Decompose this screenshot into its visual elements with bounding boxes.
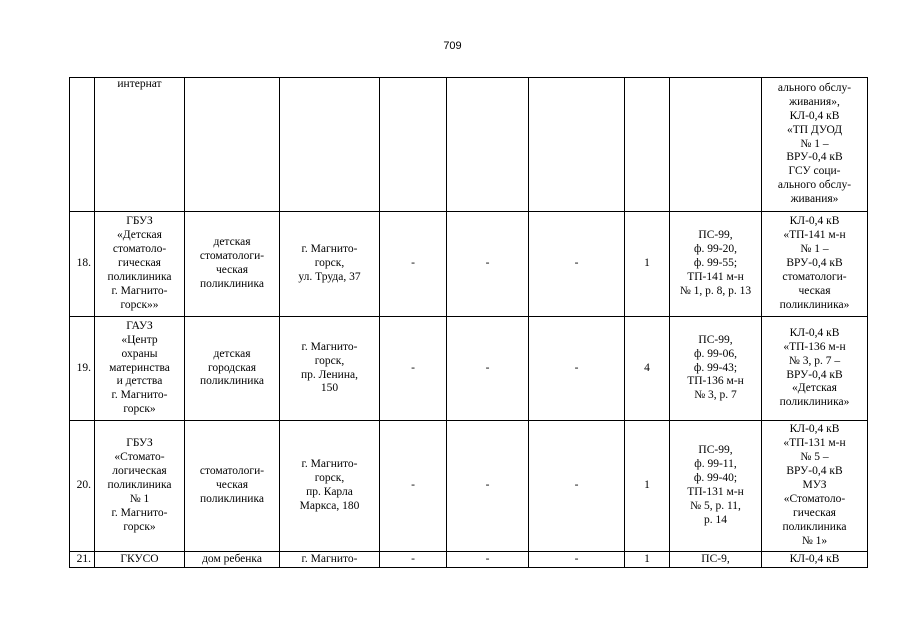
row-number: 20.	[70, 421, 95, 552]
cell-line: КЛ-0,4 кВ	[789, 215, 840, 228]
facility-cell	[185, 552, 280, 568]
cell-line: дом ребенка	[202, 552, 262, 565]
cell-line: № 1	[129, 492, 150, 505]
cell-line: «Детская	[792, 382, 837, 395]
cell-line: материнства	[109, 361, 170, 374]
facility-cell	[185, 317, 280, 421]
power-line-cell	[762, 317, 868, 421]
address-cell	[280, 212, 380, 317]
row-number: 19.	[70, 317, 95, 421]
substation-cell	[670, 212, 762, 317]
cell-line: КЛ-0,4 кВ	[789, 109, 840, 122]
table-row	[70, 552, 868, 568]
facility-cell	[185, 78, 280, 212]
cell-line: ального обслу-	[777, 179, 852, 192]
cell-line: стоматоло-	[112, 243, 167, 256]
table-row	[70, 212, 868, 317]
table-row	[70, 317, 868, 421]
cell-line: «Стоматоло-	[783, 492, 846, 505]
cell-line: поликлиника	[107, 479, 172, 492]
power-line-cell	[762, 421, 868, 552]
cell-line: ческая	[215, 264, 249, 276]
cell-line: горск,	[314, 354, 345, 367]
cell-line: ф. 99-43;	[693, 361, 738, 374]
cell-line: ТП-141 м-н	[687, 270, 744, 283]
address-cell	[280, 317, 380, 421]
column-7-cell: -	[529, 552, 625, 568]
cell-line: «Стомато-	[114, 451, 165, 464]
cell-line: городская	[207, 361, 257, 374]
cell-line: № 1 –	[800, 243, 829, 256]
table-row	[70, 78, 868, 212]
cell-line: поликлиника	[200, 375, 264, 388]
column-6-cell: -	[447, 552, 529, 568]
organization-cell	[95, 317, 185, 421]
cell-line: ВРУ-0,4 кВ	[786, 368, 843, 381]
cell-line: № 1 –	[800, 137, 829, 150]
cell-line: ГКУСО	[120, 552, 159, 565]
cell-line: ф. 99-06,	[694, 347, 737, 360]
organization-cell	[95, 78, 185, 212]
cell-line: пр. Ленина,	[301, 368, 358, 381]
cell-line: № 3, р. 7 –	[788, 354, 841, 367]
table-row	[70, 421, 868, 552]
cell-line: МУЗ	[802, 479, 827, 492]
column-5-cell: -	[380, 421, 447, 552]
column-6-cell: -	[447, 317, 529, 421]
cell-line: № 3, р. 7	[694, 389, 737, 402]
cell-line: ПС-99,	[698, 444, 733, 457]
cell-line: поликлиника	[107, 270, 172, 283]
cell-line: ТП-136 м-н	[687, 375, 744, 388]
column-8-cell	[625, 78, 670, 212]
column-7-cell	[529, 78, 625, 212]
cell-line: № 5 –	[800, 451, 829, 464]
cell-line: охраны	[121, 347, 158, 360]
organization-cell	[95, 552, 185, 568]
cell-line: горск,	[314, 257, 345, 270]
column-5-cell: -	[380, 552, 447, 568]
cell-line: стоматологи-	[199, 465, 265, 478]
cell-line: ального обслу-	[777, 81, 852, 94]
cell-line: ПС-9,	[701, 552, 730, 565]
cell-line: ческая	[798, 284, 831, 297]
cell-line: ГБУЗ	[126, 437, 153, 450]
cell-line: «Детская	[117, 229, 162, 242]
cell-line: «ТП-136 м-н	[783, 340, 846, 353]
cell-line: поликлиника»	[779, 396, 850, 409]
address-cell	[280, 552, 380, 568]
cell-line: 150	[320, 382, 339, 395]
cell-line: поликлиника	[782, 520, 847, 533]
column-6-cell	[447, 78, 529, 212]
cell-line: ческая	[215, 479, 249, 492]
cell-line: ВРУ-0,4 кВ	[786, 465, 843, 478]
cell-line: живания»,	[789, 95, 840, 108]
row-number	[70, 78, 95, 212]
cell-line: г. Магнито-	[301, 340, 358, 353]
cell-line: гическая	[793, 506, 836, 519]
cell-line: ф. 99-40;	[693, 472, 738, 485]
cell-line: г. Магнито-	[301, 458, 358, 471]
cell-line: поликлиника	[200, 277, 264, 290]
cell-line: детская	[213, 347, 251, 360]
column-5-cell: -	[380, 212, 447, 317]
power-line-cell	[762, 212, 868, 317]
cell-line: ф. 99-20,	[694, 243, 737, 256]
cell-line: Маркса, 180	[299, 499, 360, 512]
cell-line: КЛ-0,4 кВ	[789, 552, 840, 565]
cell-line: КЛ-0,4 кВ	[789, 423, 840, 436]
cell-line: стоматологи-	[199, 250, 265, 263]
organization-cell	[95, 212, 185, 317]
cell-line: г. Магнито-	[301, 243, 358, 256]
cell-line: № 5, р. 11,	[690, 499, 741, 512]
column-8-cell: 1	[625, 421, 670, 552]
cell-line: ул. Труда, 37	[298, 270, 361, 283]
cell-line: ГБУЗ	[126, 215, 153, 228]
facility-cell	[185, 421, 280, 552]
power-line-cell	[762, 78, 868, 212]
column-5-cell: -	[380, 317, 447, 421]
cell-line: ГАУЗ	[126, 319, 153, 332]
cell-line: ф. 99-11,	[694, 458, 737, 471]
facility-cell	[185, 212, 280, 317]
cell-line: горск»»	[120, 298, 159, 311]
cell-line: «ТП-131 м-н	[783, 437, 846, 450]
cell-line: г. Магнито-	[111, 284, 168, 297]
cell-line: детская	[213, 236, 251, 249]
column-8-cell: 1	[625, 552, 670, 568]
power-line-cell	[762, 552, 868, 568]
cell-line: «ТП ДУОД	[786, 123, 843, 136]
cell-line: ПС-99,	[698, 333, 733, 346]
address-cell	[280, 78, 380, 212]
cell-line: г. Магнито-	[111, 506, 168, 519]
cell-line: горск,	[314, 472, 345, 485]
cell-line: ВРУ-0,4 кВ	[786, 257, 843, 270]
cell-line: поликлиника»	[779, 298, 850, 311]
cell-line: интернат	[117, 78, 162, 90]
substation-cell	[670, 552, 762, 568]
substation-cell	[670, 421, 762, 552]
column-7-cell: -	[529, 421, 625, 552]
cell-line: ф. 99-55;	[693, 257, 738, 270]
cell-line: пр. Карла	[306, 486, 353, 498]
row-number: 18.	[70, 212, 95, 317]
cell-line: ГСУ соци-	[788, 165, 841, 178]
cell-line: логическая	[112, 465, 167, 478]
address-cell	[280, 421, 380, 552]
cell-line: № 1, р. 8, р. 13	[679, 284, 752, 297]
facilities-table	[69, 77, 868, 568]
cell-line: КЛ-0,4 кВ	[789, 326, 840, 339]
column-5-cell	[380, 78, 447, 212]
cell-line: горск»	[123, 520, 156, 533]
row-number: 21.	[70, 552, 95, 568]
substation-cell	[670, 317, 762, 421]
cell-line: поликлиника	[200, 492, 264, 505]
column-7-cell: -	[529, 212, 625, 317]
organization-cell	[95, 421, 185, 552]
cell-line: г. Магнито-	[301, 552, 358, 565]
column-6-cell: -	[447, 421, 529, 552]
cell-line: живания»	[790, 193, 839, 206]
cell-line: г. Магнито-	[111, 389, 168, 402]
cell-line: № 1»	[801, 534, 828, 547]
cell-line: ТП-131 м-н	[687, 486, 744, 498]
cell-line: «ТП-141 м-н	[783, 229, 846, 242]
column-8-cell: 4	[625, 317, 670, 421]
cell-line: «Центр	[121, 333, 158, 346]
cell-line: гическая	[118, 257, 161, 270]
cell-line: горск»	[123, 403, 156, 416]
cell-line: и детства	[116, 375, 163, 388]
column-6-cell: -	[447, 212, 529, 317]
cell-line: ВРУ-0,4 кВ	[786, 151, 843, 164]
cell-line: р. 14	[704, 513, 727, 526]
cell-line: стоматологи-	[782, 270, 847, 283]
cell-line: ПС-99,	[698, 229, 733, 242]
page-number: 709	[443, 40, 462, 52]
column-8-cell: 1	[625, 212, 670, 317]
substation-cell	[670, 78, 762, 212]
column-7-cell: -	[529, 317, 625, 421]
